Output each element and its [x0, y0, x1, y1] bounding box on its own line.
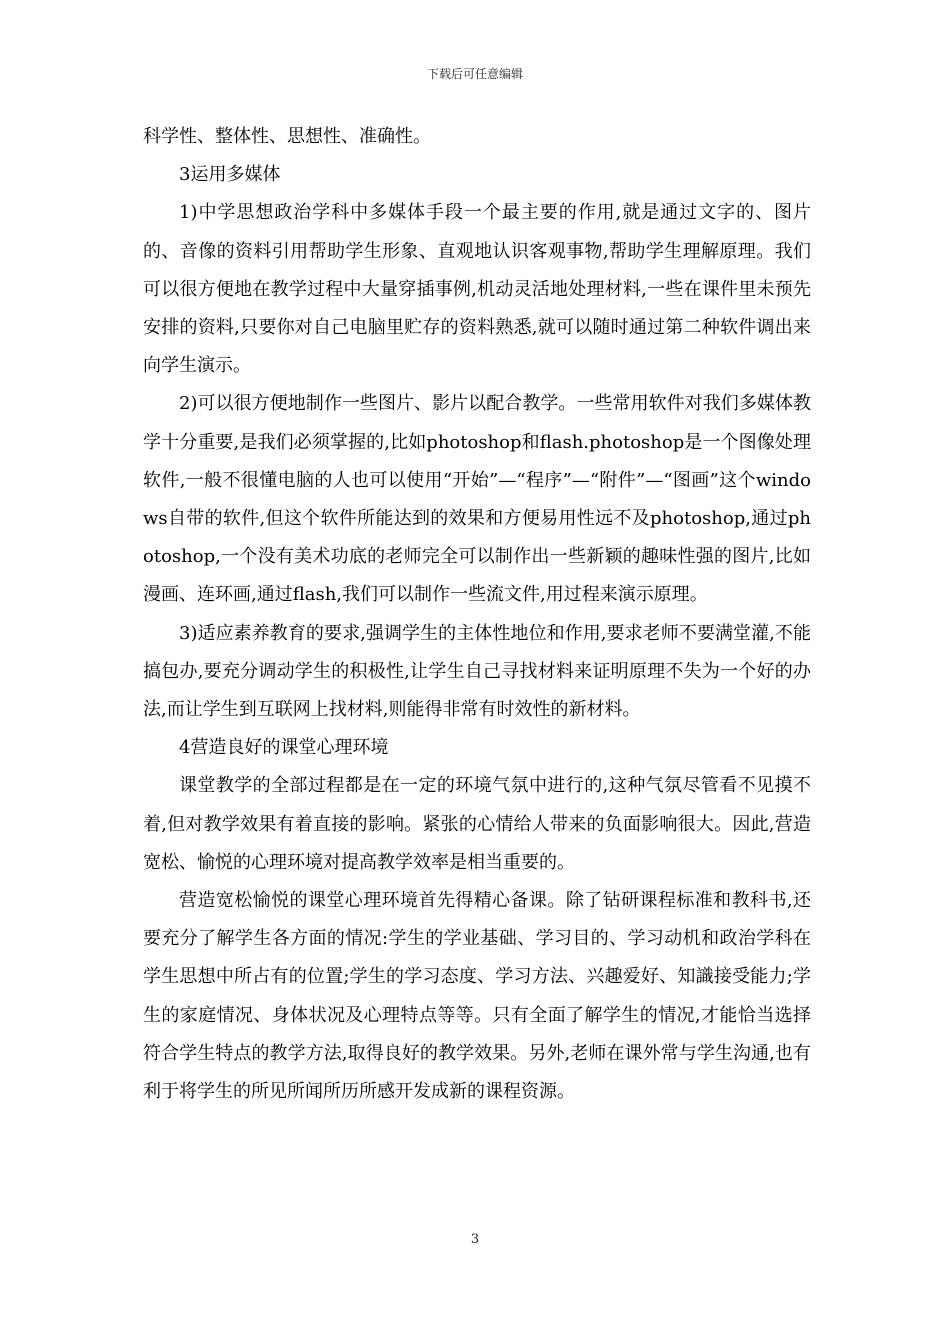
paragraph-6: 营造宽松愉悦的课堂心理环境首先得精心备课。除了钻研课程标准和教科书,还要充分了解学生各方面的情况:学生的学业基础、学习目的、学习动机和政治学科在学生思想中所占有的位置;学生的学习态度、学习方法、兴趣爱好、知識接受能力;学生的家庭情况、身体状况及心理特点等等。只有全面了解学生的情况,才能恰当选择符合学生特点的教学方法,取得良好的教学效果。另外,老师在课外常与学生沟通,也有利于将学生的所见所闻所历所感开发成新的课程资源。 — [143, 890, 811, 1103]
section-heading-3: 3运用多媒体 — [179, 164, 281, 186]
paragraph-5: 课堂教学的全部过程都是在一定的环境气氛中进行的,这种气氛尽管看不见摸不着,但对教学效果有着直接的影响。紧张的心情给人带来的负面影响很大。因此,营造宽松、愉悦的心理环境对提高教学效率是相当重要的。 — [143, 775, 811, 873]
document-body — [143, 118, 811, 1111]
page-number: 3 — [470, 1232, 480, 1247]
paragraph-4: 3)适应素养教育的要求,强调学生的主体性地位和作用,要求老师不要满堂灌,不能搞包办,要充分调动学生的积极性,让学生自己寻找材料来证明原理不失为一个好的办法,而让学生到互联网上找材料,则能得非常有时效性的新材料。 — [143, 622, 811, 721]
section-heading-4: 4营造良好的课堂心理环境 — [179, 737, 389, 759]
paragraph-1: 科学性、整体性、思想性、准确性。 — [143, 126, 431, 147]
paragraph-3: 2)可以很方便地制作一些图片、影片以配合教学。一些常用软件对我们多媒体教学十分重要,是我们必须掌握的,比如photoshop和flash.photoshop是一个图像处理软件,一般不很懂电脑的人也可以使用“开始”—“程序”—“附件”—“图画”这个windows自带的软件,但这个软件所能达到的效果和方便易用性远不及photoshop,通过photoshop,一个没有美术功底的老师完全可以制作出一些新颖的趣味性强的图片,比如漫画、连环画,通过flash,我们可以制作一些流文件,用过程来演示原理。 — [143, 393, 811, 606]
paragraph-2: 1)中学思想政治学科中多媒体手段一个最主要的作用,就是通过文字的、图片的、音像的资料引用帮助学生形象、直观地认识客观事物,帮助学生理解原理。我们可以很方便地在教学过程中大量穿插事例,机动灵活地处理材料,一些在课件里未预先安排的资料,只要你对自己电脑里贮存的资料熟悉,就可以随时通过第二种软件调出来向学生演示。 — [143, 202, 811, 377]
page-header: 下载后可任意编辑 — [426, 67, 523, 81]
